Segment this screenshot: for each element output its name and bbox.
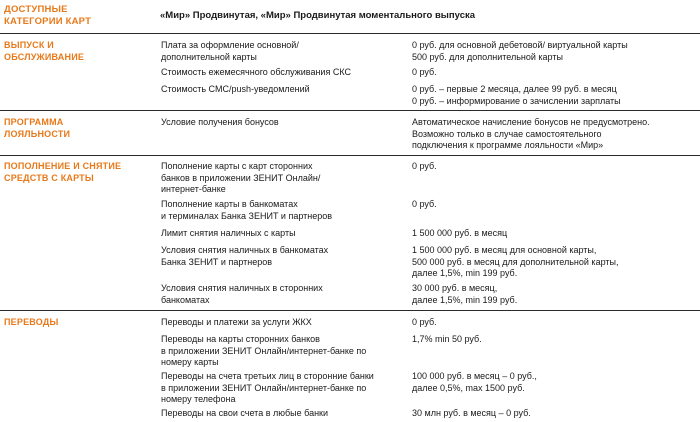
row-label: Пополнение карты с карт сторонних банков в приложении ЗЕНИТ Онлайн/ интернет-банке [161, 161, 321, 194]
row-value: 0 руб. для основной дебетовой/ виртуальной карты 500 руб. для дополнительной карты [412, 40, 628, 62]
row-value: 30 млн руб. в месяц – 0 руб. [412, 408, 531, 418]
category-header-label: ДОСТУПНЫЕ КАТЕГОРИИ КАРТ [4, 4, 92, 27]
section-label-topup-withdrawal: ПОПОЛНЕНИЕ И СНЯТИЕ СРЕДСТВ С КАРТЫ [4, 161, 122, 183]
row-label: Пополнение карты в банкоматах и терминалах Банка ЗЕНИТ и партнеров [161, 199, 333, 221]
row-label: Стоимость ежемесячного обслуживания СКС [161, 67, 351, 77]
row-label: Переводы на счета третьих лиц в сторонние банки в приложении ЗЕНИТ Онлайн/интернет-банке по номеру телефона [161, 371, 374, 404]
row-value: 0 руб. [412, 161, 437, 171]
row-label: Условие получения бонусов [161, 117, 279, 127]
row-value: 0 руб. [412, 199, 437, 209]
row-value: 100 000 руб. в месяц – 0 руб., далее 0,5%, max 1500 руб. [412, 371, 537, 393]
row-label: Стоимость СМС/push-уведомлений [161, 84, 310, 94]
row-value: 0 руб. – первые 2 месяца, далее 99 руб. в месяц 0 руб. – информирование о зачислении зарплаты [412, 84, 621, 106]
card-type-title: «Мир» Продвинутая, «Мир» Продвинутая моментального выпуска [160, 10, 476, 21]
row-value: 1,7% min 50 руб. [412, 334, 482, 344]
row-value: 1 500 000 руб. в месяц для основной карты, 500 000 руб. в месяц для дополнительной карты, далее 1,5%, min 199 руб. [412, 245, 619, 278]
row-label: Плата за оформление основной/ дополнительной карты [161, 40, 299, 62]
row-value: Автоматическое начисление бонусов не предусмотрено. Возможно только в случае самостоятельного подключения к программе лояльности «Мир» [412, 117, 650, 150]
table-header [0, 0, 700, 32]
divider [0, 310, 700, 311]
row-label: Переводы и платежи за услуги ЖКХ [161, 317, 312, 327]
row-value: 30 000 руб. в месяц, далее 1,5%, min 199 руб. [412, 283, 518, 305]
section-label-loyalty: ПРОГРАММА ЛОЯЛЬНОСТИ [4, 117, 71, 139]
divider [0, 155, 700, 156]
row-value: 1 500 000 руб. в месяц [412, 228, 508, 238]
row-label: Переводы на карты сторонних банков в приложении ЗЕНИТ Онлайн/интернет-банке по номеру карты [161, 334, 367, 367]
divider [0, 110, 700, 111]
row-label: Условия снятия наличных в банкоматах Банка ЗЕНИТ и партнеров [161, 245, 329, 267]
divider [0, 33, 700, 34]
row-value: 0 руб. [412, 67, 437, 77]
row-value: 0 руб. [412, 317, 437, 327]
section-label-issue-service: ВЫПУСК И ОБСЛУЖИВАНИЕ [4, 40, 85, 62]
row-label: Условия снятия наличных в сторонних банкоматах [161, 283, 323, 305]
section-label-transfers: ПЕРЕВОДЫ [4, 317, 59, 327]
row-label: Лимит снятия наличных с карты [161, 228, 296, 238]
row-label: Переводы на свои счета в любые банки [161, 408, 329, 418]
